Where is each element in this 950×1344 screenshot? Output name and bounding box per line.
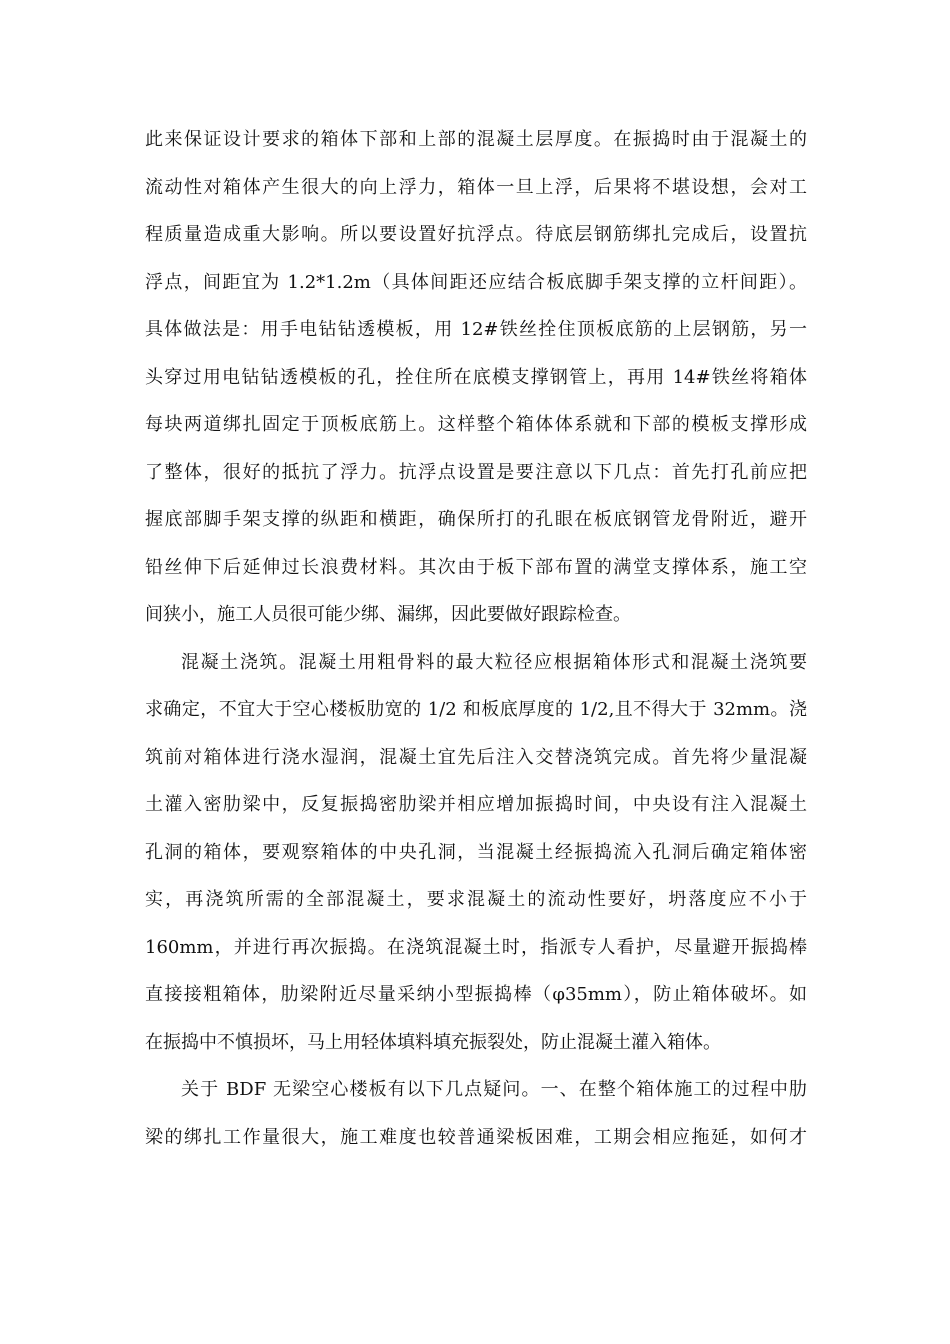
text-line: 铅丝伸下后延伸过长浪费材料。其次由于板下部布置的满堂支撑体系，施工空 — [145, 556, 807, 578]
text-line: 流动性对箱体产生很大的向上浮力，箱体一旦上浮，后果将不堪设想，会对工 — [145, 176, 807, 198]
text-line: 实，再浇筑所需的全部混凝土，要求混凝土的流动性要好，坍落度应不小于 — [145, 889, 807, 910]
text-line: 160mm，并进行再次振捣。在浇筑混凝土时，指派专人看护，尽量避开振捣棒 — [145, 936, 807, 958]
text-line: 在振捣中不慎损坏，马上用轻体填料填充振裂处，防止混凝土灌入箱体。 — [145, 1031, 721, 1053]
text-line: 梁的绑扎工作量很大，施工难度也较普通梁板困难，工期会相应拖延，如何才 — [145, 1126, 807, 1148]
body-text — [145, 116, 807, 1161]
text-line: 间狭小，施工人员很可能少绑、漏绑，因此要做好跟踪检查。 — [145, 604, 631, 625]
text-line: 直接接粗箱体，肋梁附近尽量采纳小型振捣棒（φ35mm），防止箱体破坏。如 — [145, 984, 807, 1005]
paragraph-first-line: 关于 BDF 无梁空心楼板有以下几点疑问。一、在整个箱体施工的过程中肋 — [181, 1079, 807, 1100]
text-line: 具体做法是：用手电钻钻透模板，用 12#铁丝拴住顶板底筋的上层钢筋，另一 — [145, 319, 807, 340]
text-line: 了整体，很好的抵抗了浮力。抗浮点设置是要注意以下几点：首先打孔前应把 — [145, 461, 807, 483]
text-line: 头穿过用电钻钻透模板的孔，拴住所在底模支撑钢管上，再用 14#铁丝将箱体 — [145, 366, 807, 388]
text-line: 此来保证设计要求的箱体下部和上部的混凝土层厚度。在振捣时由于混凝土的 — [145, 129, 807, 150]
text-line: 孔洞的箱体，要观察箱体的中央孔洞，当混凝土经振捣流入孔洞后确定箱体密 — [145, 841, 807, 863]
text-line: 土灌入密肋梁中，反复振捣密肋梁并相应增加振捣时间，中央设有注入混凝土 — [145, 794, 807, 815]
text-line: 筑前对箱体进行浇水湿润，混凝土宜先后注入交替浇筑完成。首先将少量混凝 — [145, 746, 807, 768]
text-line: 浮点，间距宜为 1.2*1.2m（具体间距还应结合板底脚手架支撑的立杆间距）。 — [145, 271, 807, 293]
text-line: 程质量造成重大影响。所以要设置好抗浮点。待底层钢筋绑扎完成后，设置抗 — [145, 224, 807, 245]
text-line: 每块两道绑扎固定于顶板底筋上。这样整个箱体体系就和下部的模板支撑形成 — [145, 414, 807, 435]
text-line: 求确定，不宜大于空心楼板肋宽的 1/2 和板底厚度的 1/2,且不得大于 32mm。浇 — [145, 699, 807, 720]
text-line: 握底部脚手架支撑的纵距和横距，确保所打的孔眼在板底钢管龙骨附近，避开 — [145, 509, 807, 530]
paragraph-first-line: 混凝土浇筑。混凝土用粗骨料的最大粒径应根据箱体形式和混凝土浇筑要 — [181, 651, 807, 673]
